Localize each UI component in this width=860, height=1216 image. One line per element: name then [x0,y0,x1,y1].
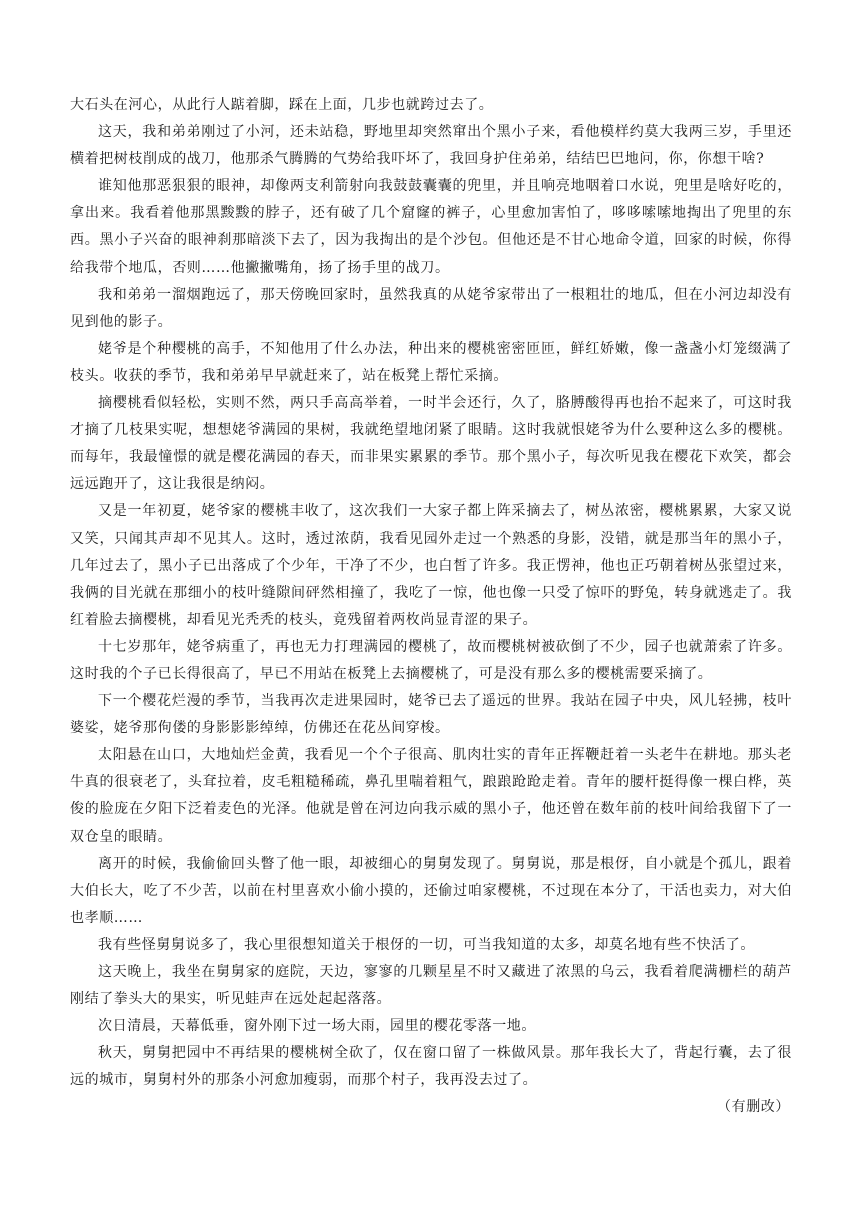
paragraph: 大石头在河心，从此行人踮着脚，踩在上面，几步也就跨过去了。 [70,97,494,113]
article-body [70,92,792,1122]
paragraph: 秋天，舅舅把园中不再结果的樱桃树全砍了，仅在窗口留了一株做风景。那年我长大了，背起行囊，去了很远的城市，舅舅村外的那条小河愈加瘦弱，而那个村子，我再没去过了。 [70,1045,792,1089]
paragraph: 离开的时候，我偷偷回头瞥了他一眼，却被细心的舅舅发现了。舅舅说，那是根伢，自小就是个孤儿，跟着大伯长大，吃了不少苦，以前在村里喜欢小偷小摸的，还偷过咱家樱桃，不过现在本分了，干活也卖力，对大伯也孝顺…… [70,855,792,926]
paragraph: 太阳悬在山口，大地灿烂金黄，我看见一个个子很高、肌肉壮实的青年正挥鞭赶着一头老牛在耕地。那头老牛真的很衰老了，头耷拉着，皮毛粗糙稀疏，鼻孔里喘着粗气，踉踉跄跄走着。青年的腰杆挺得像一棵白桦，英俊的脸庞在夕阳下泛着麦色的光泽。他就是曾在河边向我示威的黑小子，他还曾在数年前的枝叶间给我留下了一双仓皇的眼睛。 [70,747,792,845]
paragraph: 十七岁那年，姥爷病重了，再也无力打理满园的樱桃了，故而樱桃树被砍倒了不少，园子也就萧索了许多。这时我的个子已长得很高了，早已不用站在板凳上去摘樱桃了，可是没有那么多的樱桃需要采摘了。 [70,638,792,682]
paragraph: 这天，我和弟弟刚过了小河，还未站稳，野地里却突然窜出个黑小子来，看他模样约莫大我两三岁，手里还横着把树枝削成的战刀，他那杀气腾腾的气势给我吓坏了，我回身护住弟弟，结结巴巴地问，你，你想干啥? [70,124,792,168]
paragraph: 我有些怪舅舅说多了，我心里很想知道关于根伢的一切，可当我知道的太多，却莫名地有些不快活了。 [98,936,755,953]
paragraph: 我和弟弟一溜烟跑远了，那天傍晚回家时，虽然我真的从姥爷家带出了一根粗壮的地瓜，但在小河边却没有见到他的影子。 [70,286,792,330]
paragraph: 下一个樱花烂漫的季节，当我再次走进果园时，姥爷已去了遥远的世界。我站在园子中央，风儿轻拂，枝叶婆娑，姥爷那佝偻的身影影影绰绰，仿佛还在花丛间穿梭。 [70,693,792,737]
paragraph: 姥爷是个种樱桃的高手，不知他用了什么办法，种出来的樱桃密密匝匝，鲜红娇嫩，像一盏盏小灯笼缀满了枝头。收获的季节，我和弟弟早早就赶来了，站在板凳上帮忙采摘。 [70,340,792,384]
paragraph: 这天晚上，我坐在舅舅家的庭院，天边，寥寥的几颗星星不时又藏进了浓黑的乌云，我看着爬满栅栏的葫芦刚结了拳头大的果实，听见蛙声在远处起起落落。 [70,964,792,1008]
paragraph: 谁知他那恶狠狠的眼神，却像两支利箭射向我鼓鼓囊囊的兜里，并且响亮地咽着口水说，兜里是啥好吃的，拿出来。我看着他那黑黢黢的脖子，还有破了几个窟窿的裤子，心里愈加害怕了，哆哆嗦嗦地掏出了兜里的东西。黑小子兴奋的眼神刹那暗淡下去了，因为我掏出的是个沙包。但他还是不甘心地命令道，回家的时候，你得给我带个地瓜，否则……他撇撇嘴角，扬了扬手里的战刀。 [70,178,792,276]
paragraph: 又是一年初夏，姥爷家的樱桃丰收了，这次我们一大家子都上阵采摘去了，树丛浓密，樱桃累累，大家又说又笑，只闻其声却不见其人。这时，透过浓荫，我看见园外走过一个熟悉的身影，没错，就是那当年的黑小子，几年过去了，黑小子已出落成了个少年，干净了不少，也白皙了许多。我正愣神，他也正巧朝着树丛张望过来，我俩的目光就在那细小的枝叶缝隙间砰然相撞了，我吃了一惊，他也像一只受了惊吓的野兔，转身就逃走了。我红着脸去摘樱桃，却看见光秃秃的枝头，竟残留着两枚尚显青涩的果子。 [70,503,792,628]
paragraph: 次日清晨，天幕低垂，窗外刚下过一场大雨，园里的樱花零落一地。 [98,1018,536,1035]
paragraph: 摘樱桃看似轻松，实则不然，两只手高高举着，一时半会还行，久了，胳膊酸得再也抬不起来了，可这时我才摘了几枝果实呢，想想姥爷满园的果树，我就绝望地闭紧了眼睛。这时我就恨姥爷为什么要种这么多的樱桃。而每年，我最憧憬的就是樱花满园的春天，而非果实累累的季节。那个黑小子，每次听见我在樱花下欢笑，都会远远跑开了，这让我很是纳闷。 [70,395,792,493]
source-note: （有删改） [717,1099,790,1116]
